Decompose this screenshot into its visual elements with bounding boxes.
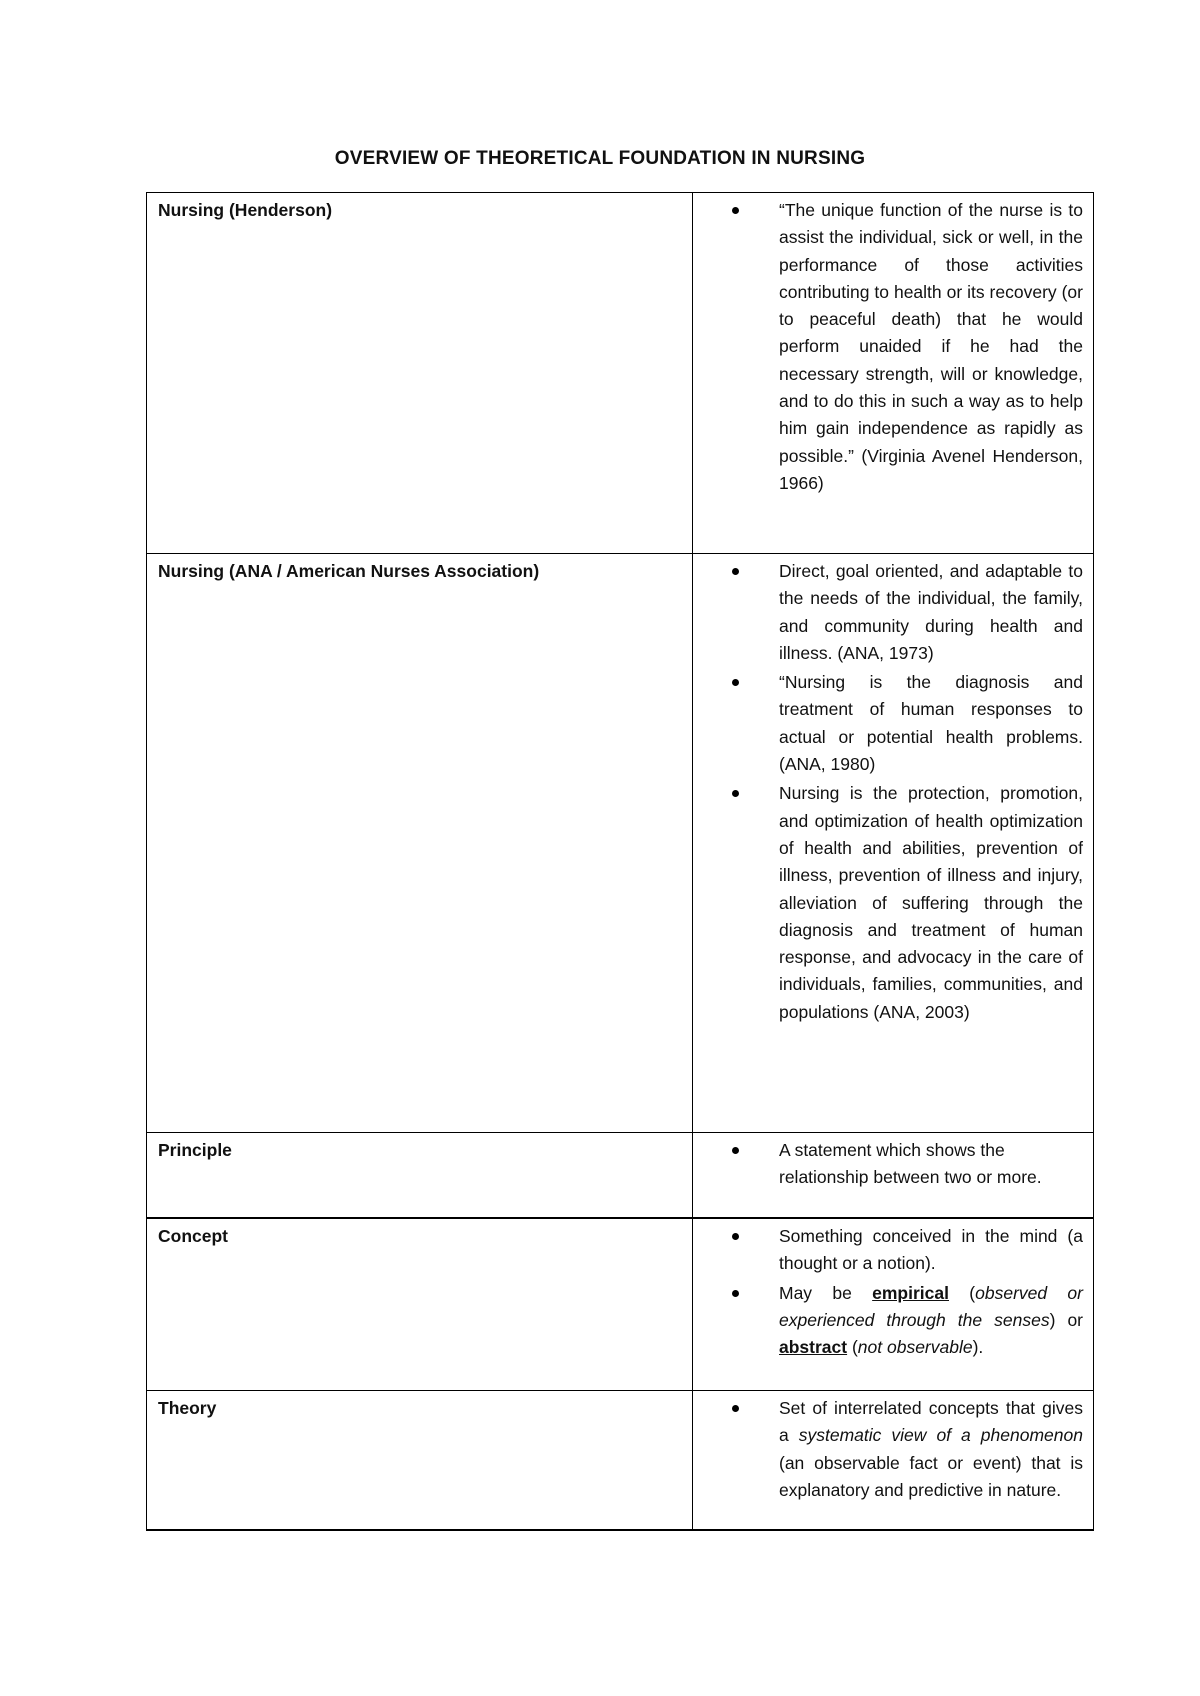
bullet-icon bbox=[732, 790, 739, 797]
bullet-icon bbox=[732, 1147, 739, 1154]
list-item bbox=[693, 197, 1083, 497]
table-row bbox=[147, 1133, 1094, 1219]
table-row bbox=[147, 193, 1094, 554]
text-run: Set of interrelated concepts that gives a bbox=[779, 1398, 1083, 1446]
definition-text: Something conceived in the mind (a thought or a notion). bbox=[779, 1226, 1083, 1274]
definition-cell bbox=[693, 1133, 1094, 1219]
definition-list bbox=[693, 1395, 1083, 1504]
text-run: ) or bbox=[1049, 1309, 1083, 1330]
term-cell: Concept bbox=[147, 1218, 693, 1391]
definition-list bbox=[693, 558, 1083, 1026]
table-row bbox=[147, 1391, 1094, 1531]
definitions-table bbox=[146, 192, 1094, 1531]
term-cell: Nursing (Henderson) bbox=[147, 193, 693, 554]
text-run: ). bbox=[972, 1337, 984, 1358]
text-run: ( bbox=[949, 1282, 976, 1303]
page-title: OVERVIEW OF THEORETICAL FOUNDATION IN NURSING bbox=[334, 148, 866, 169]
term-cell: Theory bbox=[147, 1391, 693, 1531]
definition-list bbox=[693, 197, 1083, 497]
bullet-icon bbox=[732, 1405, 739, 1412]
definition-text: “Nursing is the diagnosis and treatment of human responses to actual or potential health problems. (ANA, 1980) bbox=[779, 672, 1083, 775]
bullet-icon bbox=[732, 1290, 739, 1297]
keyword-empirical: empirical bbox=[872, 1282, 949, 1303]
emphasis-text: systematic view of a phenomenon bbox=[798, 1425, 1083, 1446]
definition-text: “The unique function of the nurse is to assist the individual, sick or well, in the performance of those activities contributing to health or its recovery (or to peaceful death) that he would perform unaided if he had the necessary strength, will or knowledge, and to do this in such a way as to help him gain independence as rapidly as possible.” (Virginia Avenel Henderson, 1966) bbox=[779, 200, 1083, 493]
list-item bbox=[693, 1223, 1083, 1278]
bullet-icon bbox=[732, 1233, 739, 1240]
definition-cell bbox=[693, 554, 1094, 1133]
list-item bbox=[693, 669, 1083, 778]
definition-cell bbox=[693, 193, 1094, 554]
term-cell: Principle bbox=[147, 1133, 693, 1219]
table-row bbox=[147, 1218, 1094, 1391]
bullet-icon bbox=[732, 568, 739, 575]
definition-text: A statement which shows the relationship between two or more. bbox=[779, 1140, 1042, 1188]
list-item bbox=[693, 780, 1083, 1026]
text-run: May be bbox=[779, 1282, 873, 1303]
bullet-icon bbox=[732, 679, 739, 686]
definition-text: Direct, goal oriented, and adaptable to the needs of the individual, the family, and community during health and illness. (ANA, 1973) bbox=[779, 561, 1083, 663]
definition-cell bbox=[693, 1218, 1094, 1391]
definition-list bbox=[693, 1223, 1083, 1361]
list-item bbox=[693, 1395, 1083, 1504]
text-run: (an observable fact or event) that is explanatory and predictive in nature. bbox=[779, 1452, 1083, 1500]
bullet-icon bbox=[732, 207, 739, 214]
emphasis-text: not observable bbox=[857, 1337, 973, 1358]
definition-cell bbox=[693, 1391, 1094, 1531]
term-cell: Nursing (ANA / American Nurses Association) bbox=[147, 554, 693, 1133]
definition-text bbox=[779, 1398, 1083, 1500]
text-run: ( bbox=[847, 1337, 858, 1358]
keyword-abstract: abstract bbox=[779, 1337, 848, 1358]
definition-list bbox=[693, 1137, 1083, 1192]
list-item bbox=[693, 558, 1083, 667]
list-item bbox=[693, 1280, 1083, 1362]
list-item bbox=[693, 1137, 1083, 1192]
definition-text: Nursing is the protection, promotion, and optimization of health optimization of health and abilities, prevention of illness, prevention of illness and injury, alleviation of suffering through the diagnosis and treatment of human response, and advocacy in the care of individuals, families, communities, and populations (ANA, 2003) bbox=[779, 783, 1083, 1022]
emphasis-text: observed or experienced through the senses bbox=[779, 1282, 1083, 1330]
definition-text bbox=[779, 1283, 1083, 1358]
table-row bbox=[147, 554, 1094, 1133]
